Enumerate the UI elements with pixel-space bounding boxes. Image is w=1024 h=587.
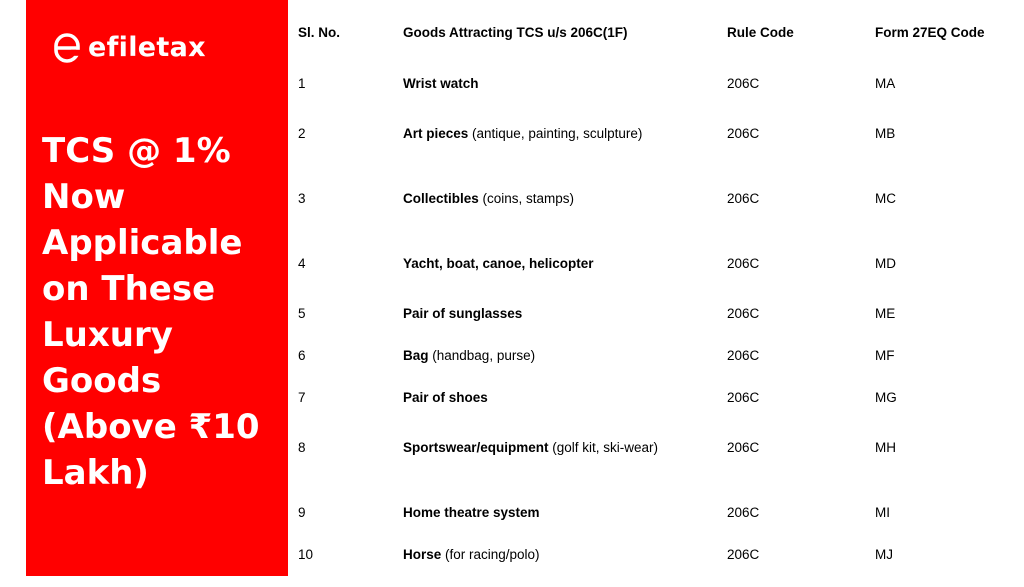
header-form-code: Form 27EQ Code xyxy=(875,25,985,40)
header-sl-no: Sl. No. xyxy=(298,25,341,40)
table-row xyxy=(298,298,1018,340)
goods-name: Pair of sunglasses xyxy=(403,306,523,321)
cell-sl-no: 9 xyxy=(298,505,306,520)
goods-name: Home theatre system xyxy=(403,505,540,520)
cell-form-code: MH xyxy=(875,440,896,455)
header-goods: Goods Attracting TCS u/s 206C(1F) xyxy=(403,25,628,40)
goods-detail: (golf kit, ski-wear) xyxy=(548,440,659,455)
cell-goods xyxy=(403,497,727,539)
headline-line: (Above ₹10 xyxy=(42,407,260,447)
cell-rule-code: 206C xyxy=(727,191,760,206)
table-row xyxy=(298,248,1018,298)
headline-line: Lakh) xyxy=(42,453,149,493)
goods-name: Wrist watch xyxy=(403,76,479,91)
cell-goods xyxy=(403,382,727,432)
cell-form-code: ME xyxy=(875,306,896,321)
table-row xyxy=(298,497,1018,539)
headline-line: TCS @ 1% xyxy=(42,131,231,171)
cell-sl-no: 3 xyxy=(298,191,306,206)
cell-sl-no: 10 xyxy=(298,547,314,562)
headline-line: Now xyxy=(42,177,126,217)
headline-line: Goods xyxy=(42,361,162,401)
cell-sl-no: 7 xyxy=(298,390,306,405)
cell-rule-code: 206C xyxy=(727,256,760,271)
cell-goods xyxy=(403,68,727,118)
cell-goods xyxy=(403,340,727,382)
goods-name: Bag xyxy=(403,348,429,363)
goods-detail: (antique, painting, sculpture) xyxy=(468,126,643,141)
goods-detail: (handbag, purse) xyxy=(428,348,536,363)
cell-rule-code: 206C xyxy=(727,440,760,455)
headline-line: Applicable xyxy=(42,223,243,263)
cell-rule-code: 206C xyxy=(727,547,760,562)
cell-form-code: MC xyxy=(875,191,896,206)
cell-goods xyxy=(403,298,727,340)
goods-name: Horse xyxy=(403,547,442,562)
cell-form-code: MJ xyxy=(875,547,893,562)
cell-sl-no: 5 xyxy=(298,306,306,321)
cell-goods xyxy=(403,248,727,298)
cell-goods xyxy=(403,118,727,183)
goods-detail: (for racing/polo) xyxy=(441,547,540,562)
cell-rule-code: 206C xyxy=(727,126,760,141)
goods-name: Pair of shoes xyxy=(403,390,488,405)
cell-sl-no: 8 xyxy=(298,440,306,455)
cell-sl-no: 6 xyxy=(298,348,306,363)
goods-name: Art pieces xyxy=(403,126,469,141)
cell-goods xyxy=(403,432,727,497)
brand-logo xyxy=(54,32,206,63)
cell-rule-code: 206C xyxy=(727,76,760,91)
table-row xyxy=(298,68,1018,118)
cell-rule-code: 206C xyxy=(727,348,760,363)
brand-panel xyxy=(26,0,288,576)
cell-rule-code: 206C xyxy=(727,505,760,520)
cell-sl-no: 2 xyxy=(298,126,306,141)
table-row xyxy=(298,118,1018,183)
cell-goods xyxy=(403,539,727,587)
goods-table xyxy=(298,0,1018,587)
goods-table-container xyxy=(298,0,1018,587)
cell-form-code: MG xyxy=(875,390,897,405)
cell-goods xyxy=(403,183,727,248)
goods-name: Sportswear/equipment xyxy=(403,440,549,455)
cell-form-code: MB xyxy=(875,126,896,141)
headline-line: on These xyxy=(42,269,216,309)
goods-name: Collectibles xyxy=(403,191,479,206)
table-row xyxy=(298,432,1018,497)
cell-form-code: MI xyxy=(875,505,890,520)
cell-form-code: MF xyxy=(875,348,895,363)
cell-form-code: MD xyxy=(875,256,896,271)
brand-name: efiletax xyxy=(88,32,206,63)
cell-rule-code: 206C xyxy=(727,390,760,405)
table-row xyxy=(298,183,1018,248)
table-row xyxy=(298,340,1018,382)
cell-form-code: MA xyxy=(875,76,896,91)
table-row xyxy=(298,382,1018,432)
header-rule-code: Rule Code xyxy=(727,25,794,40)
efiletax-logo-icon xyxy=(54,33,80,63)
goods-detail: (coins, stamps) xyxy=(478,191,575,206)
goods-name: Yacht, boat, canoe, helicopter xyxy=(403,256,594,271)
cell-sl-no: 1 xyxy=(298,76,306,91)
table-header-row xyxy=(298,0,1018,68)
headline xyxy=(42,128,282,496)
cell-rule-code: 206C xyxy=(727,306,760,321)
cell-sl-no: 4 xyxy=(298,256,306,271)
headline-line: Luxury xyxy=(42,315,173,355)
table-row xyxy=(298,539,1018,587)
